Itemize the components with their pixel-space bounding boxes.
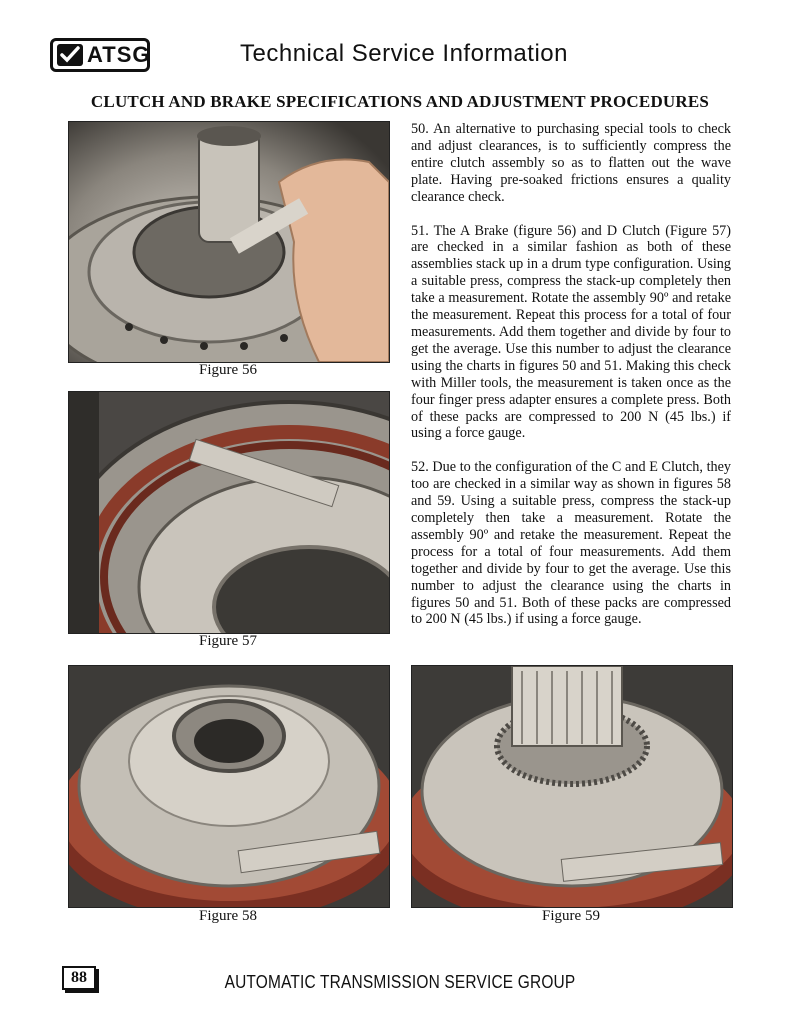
figure-56-photo (68, 121, 390, 363)
atsg-logo (50, 38, 150, 72)
figure-58-caption: Figure 58 (199, 908, 257, 924)
body-text (411, 121, 731, 645)
figure-59-caption: Figure 59 (542, 908, 600, 924)
logo-text: ATSG (87, 42, 151, 67)
figure-59-photo (411, 665, 733, 908)
figure-57-photo (68, 391, 390, 634)
page-number: 88 (62, 966, 96, 990)
header-title: Technical Service Information (240, 40, 568, 67)
checkmark-icon (57, 44, 83, 66)
paragraph-52: 52. Due to the configuration of the C and E Clutch, they too are checked in a similar way as shown in figures 58 and 59. Using a suitable press, compress the stack-up completely then take a measurement. Rotate the assembly 90º and retake the measurement. Repeat the process for a total of four measurements. Add them together and divide by four to get the average. Use this number to adjust the clearance using the charts in figures 50 and 51. Both of these packs are compressed to 200 N (45 lbs.) if using a force gauge. (411, 459, 731, 628)
section-title: CLUTCH AND BRAKE SPECIFICATIONS AND ADJUSTMENT PROCEDURES (90, 92, 710, 111)
figure-58-photo (68, 665, 390, 908)
footer-org: AUTOMATIC TRANSMISSION SERVICE GROUP (224, 972, 576, 992)
paragraph-50: 50. An alternative to purchasing special tools to check and adjust clearances, is to sufficiently compress the entire clutch assembly so as to flatten out the wave plate. Having pre-soaked frictions ensures a quality clearance check. (411, 121, 731, 205)
figure-56-caption: Figure 56 (199, 362, 257, 378)
figure-57-caption: Figure 57 (199, 633, 257, 649)
paragraph-51: 51. The A Brake (figure 56) and D Clutch (Figure 57) are checked in a similar fashion as both of these assemblies stack up in a drum type configuration. Using a suitable press, compress the stack-up completely then take a measurement. Rotate the assembly 90º and retake the measurement. Repeat this process for a total of four measurements. Add them together and divide by four to get the average. Use this number to adjust the clearance using the charts in figures 50 and 51. Making this check with Miller tools, the measurement is taken once as the four finger press adapter ensures a complete press. Both of these packs are compressed to 200 N (45 lbs.) if using a force gauge. (411, 222, 731, 442)
